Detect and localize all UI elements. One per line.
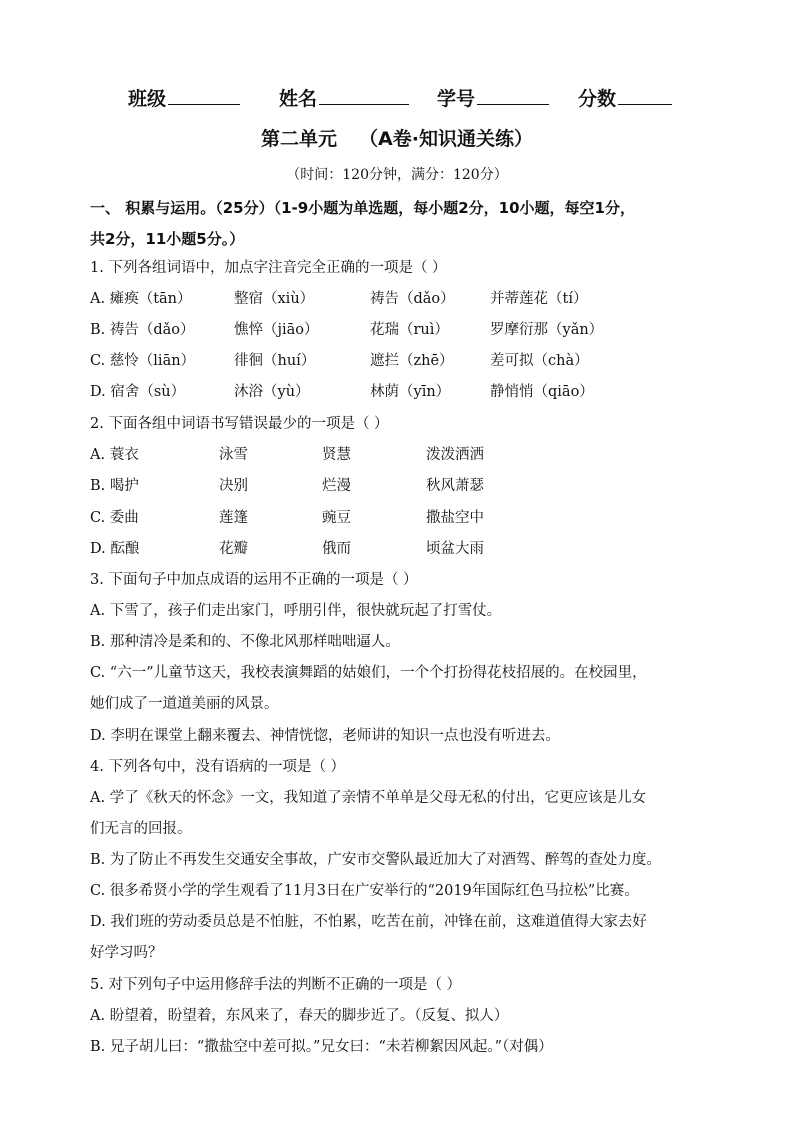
score-blank[interactable] <box>618 86 672 105</box>
q3-option-a[interactable]: A. 下雪了，孩子们走出家门，呼朋引伴，很快就玩起了打雪仗。 <box>90 603 502 619</box>
q5-option-a[interactable]: A. 盼望着，盼望着，东风来了，春天的脚步近了。（反复、拟人） <box>90 1008 509 1024</box>
section-heading-line-2: 共2分，11小题5分。） <box>90 230 245 248</box>
q2-d-1: D. 酝酿 <box>90 541 140 557</box>
q1-a-3: 祷告（dǎo） <box>370 291 455 307</box>
q4-option-b[interactable]: B. 为了防止不再发生交通安全事故，广安市交警队最近加大了对酒驾、醉驾的查处力度。 <box>90 852 661 868</box>
class-label: 班级 <box>128 88 167 110</box>
q2-c-3: 豌豆 <box>322 510 351 526</box>
class-blank[interactable] <box>168 86 240 105</box>
q2-d-4: 顷盆大雨 <box>426 541 484 557</box>
name-field <box>279 84 409 111</box>
q2-d-3: 俄而 <box>322 541 351 557</box>
q2-a-4: 泼泼洒洒 <box>426 447 484 463</box>
q1-d-3: 林荫（yīn） <box>370 384 451 400</box>
q2-a-2: 泳雪 <box>219 447 248 463</box>
q2-c-4: 撒盐空中 <box>426 510 484 526</box>
q3-option-c-line-1[interactable]: C. “六一”儿童节这天，我校表演舞蹈的姑娘们，一个个打扮得花枝招展的。在校园里， <box>90 665 647 681</box>
q1-d-2: 沐浴（yù） <box>234 384 310 400</box>
number-label: 学号 <box>437 88 476 110</box>
q1-a-2: 整宿（xiù） <box>234 291 315 307</box>
score-label: 分数 <box>578 88 617 110</box>
section-heading-line-1: 一、 积累与运用。（25分）（1-9小题为单选题，每小题2分，10小题，每空1分， <box>90 199 635 217</box>
q4-option-d-line-2: 好学习吗？ <box>90 945 163 961</box>
name-blank[interactable] <box>319 86 409 105</box>
q2-c-2: 莲篷 <box>219 510 248 526</box>
q1-stem: 1. 下列各组词语中，加点字注音完全正确的一项是（ ） <box>90 260 447 276</box>
q1-a-4: 并蒂莲花（tí） <box>490 291 588 307</box>
q2-b-3: 烂漫 <box>322 478 351 494</box>
q2-a-3: 贤慧 <box>322 447 351 463</box>
q4-option-a-line-2: 们无言的回报。 <box>90 821 192 837</box>
q3-option-d[interactable]: D. 李明在课堂上翻来覆去、神情恍惚，老师讲的知识一点也没有听进去。 <box>90 728 560 744</box>
q1-d-1: D. 宿舍（sù） <box>90 384 186 400</box>
q1-b-2: 憔悴（jiāo） <box>234 322 319 338</box>
name-label: 姓名 <box>279 88 318 110</box>
class-field <box>128 84 240 111</box>
q4-option-d-line-1[interactable]: D. 我们班的劳动委员总是不怕脏，不怕累，吃苦在前，冲锋在前，这难道值得大家去好 <box>90 914 647 930</box>
q1-c-2: 徘徊（huí） <box>234 353 316 369</box>
page-title <box>0 124 794 151</box>
q5-stem: 5. 对下列句子中运用修辞手法的判断不正确的一项是（ ） <box>90 977 462 993</box>
q3-option-c-line-2: 她们成了一道道美丽的风景。 <box>90 696 279 712</box>
q2-b-1: B. 喝护 <box>90 478 139 494</box>
q2-c-1: C. 委曲 <box>90 510 139 526</box>
section-heading <box>90 193 710 255</box>
number-blank[interactable] <box>477 86 549 105</box>
q2-stem: 2. 下面各组中词语书写错误最少的一项是（ ） <box>90 416 389 432</box>
q1-c-4: 差可拟（chà） <box>490 353 589 369</box>
q2-b-2: 决别 <box>219 478 248 494</box>
q2-a-1: A. 蓑衣 <box>90 447 139 463</box>
q1-d-4: 静悄悄（qiāo） <box>490 384 594 400</box>
q2-b-4: 秋风萧瑟 <box>426 478 484 494</box>
title-sub: （A卷·知识通关练） <box>359 128 533 150</box>
q1-c-3: 遮拦（zhē） <box>370 353 454 369</box>
number-field <box>437 84 549 111</box>
score-field <box>578 84 672 111</box>
q3-option-b[interactable]: B. 那种清冷是柔和的、不像北风那样咄咄逼人。 <box>90 634 400 650</box>
q4-option-a-line-1[interactable]: A. 学了《秋天的怀念》一文，我知道了亲情不单单是父母无私的付出，它更应该是儿女 <box>90 790 647 806</box>
time-info: （时间：120分钟，满分：120分） <box>286 167 508 183</box>
q1-b-3: 花瑞（ruì） <box>370 322 449 338</box>
q1-b-1: B. 祷告（dǎo） <box>90 322 195 338</box>
title-main: 第二单元 <box>261 128 338 150</box>
q1-b-4: 罗摩衍那（yǎn） <box>490 322 604 338</box>
q4-stem: 4. 下列各句中，没有语病的一项是（ ） <box>90 759 346 775</box>
q1-a-1: A. 瘫痪（tān） <box>90 291 192 307</box>
q4-option-c[interactable]: C. 很多希贤小学的学生观看了11月3日在广安举行的“2019年国际红色马拉松”比赛。 <box>90 883 639 899</box>
q1-c-1: C. 慈怜（liān） <box>90 353 196 369</box>
q2-d-2: 花瓣 <box>219 541 248 557</box>
q3-stem: 3. 下面句子中加点成语的运用不正确的一项是（ ） <box>90 572 418 588</box>
q5-option-b[interactable]: B. 兄子胡儿曰：“撒盐空中差可拟。”兄女曰：“未若柳絮因风起。”（对偶） <box>90 1039 553 1055</box>
